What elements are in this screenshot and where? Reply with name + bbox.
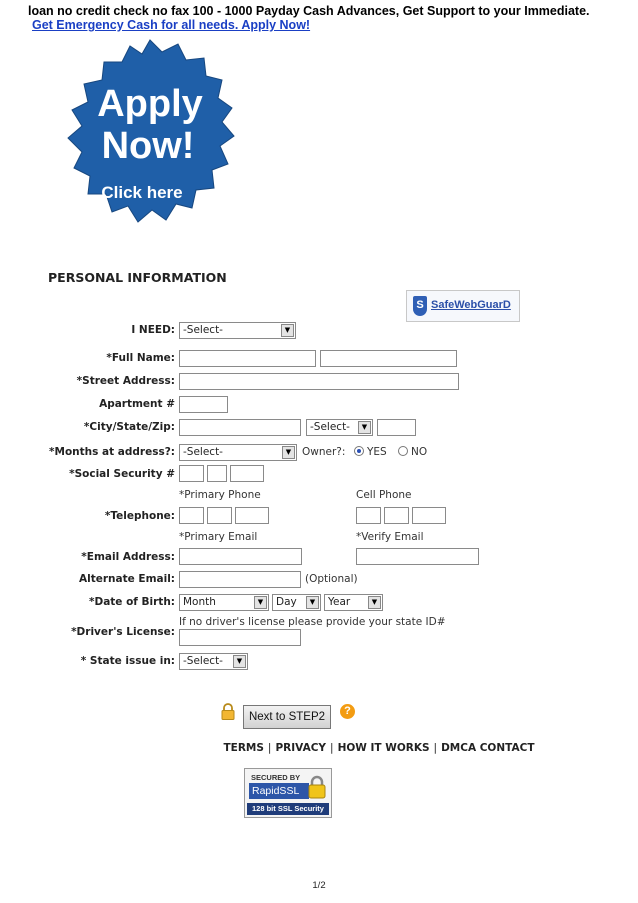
license-label: *Driver's License: — [71, 626, 175, 638]
apartment-field[interactable] — [179, 396, 228, 413]
dob-month-value: Month — [183, 596, 216, 608]
license-note: If no driver's license please provide your state ID# — [179, 616, 446, 628]
alt-email-label: Alternate Email: — [79, 573, 175, 585]
primary-phone-prefix-field[interactable] — [207, 507, 232, 524]
ssn-part2-field[interactable] — [207, 465, 227, 482]
footer-separator: | — [330, 742, 334, 754]
primary-email-label: *Primary Email — [179, 531, 258, 543]
cell-phone-prefix-field[interactable] — [384, 507, 409, 524]
city-field[interactable] — [179, 419, 301, 436]
months-select[interactable] — [179, 444, 297, 461]
owner-yes-radio[interactable] — [354, 446, 364, 456]
dob-year-value: Year — [328, 596, 351, 608]
help-icon[interactable]: ? — [340, 704, 355, 719]
primary-phone-label: *Primary Phone — [179, 489, 261, 501]
verify-email-label: *Verify Email — [356, 531, 424, 543]
ssn-label: *Social Security # — [69, 468, 175, 480]
privacy-link[interactable]: PRIVACY — [275, 742, 327, 754]
telephone-label: *Telephone: — [104, 510, 175, 522]
primary-phone-area-field[interactable] — [179, 507, 204, 524]
footer-separator: | — [433, 742, 438, 754]
alt-email-field[interactable] — [179, 571, 301, 588]
shield-icon: S — [413, 296, 427, 316]
page-number: 1/2 — [312, 880, 326, 891]
apply-now-link[interactable]: Get Emergency Cash for all needs. Apply Now! — [32, 18, 311, 32]
state-issue-label: * State issue in: — [80, 655, 175, 667]
apartment-label: Apartment # — [99, 398, 175, 410]
owner-label: Owner?: — [302, 446, 346, 458]
cell-phone-line-field[interactable] — [412, 507, 446, 524]
ssl-brand: RapidSSL — [249, 783, 309, 799]
chevron-down-icon: ▼ — [368, 596, 381, 609]
dob-day-value: Day — [276, 596, 297, 608]
chevron-down-icon: ▼ — [306, 596, 319, 609]
chevron-down-icon: ▼ — [254, 596, 267, 609]
months-label: *Months at address?: — [49, 446, 175, 458]
state-issue-select[interactable] — [179, 653, 248, 670]
license-field[interactable] — [179, 629, 301, 646]
dmca-contact-link[interactable]: DMCA CONTACT — [441, 742, 535, 754]
cell-phone-area-field[interactable] — [356, 507, 381, 524]
terms-link[interactable]: TERMS — [223, 742, 264, 754]
ssn-part3-field[interactable] — [230, 465, 264, 482]
first-name-field[interactable] — [179, 350, 316, 367]
months-select-value: -Select- — [183, 446, 223, 458]
state-select[interactable] — [306, 419, 373, 436]
zip-field[interactable] — [377, 419, 416, 436]
badge-line-now: Now! — [101, 125, 195, 167]
safewebguard-seal[interactable] — [406, 290, 520, 322]
primary-phone-line-field[interactable] — [235, 507, 269, 524]
email-label: *Email Address: — [81, 551, 175, 563]
i-need-label: I NEED: — [131, 324, 175, 336]
full-name-label: *Full Name: — [106, 352, 175, 364]
cell-phone-label: Cell Phone — [356, 489, 412, 501]
rapidssl-seal[interactable] — [244, 768, 332, 818]
page-header-title: loan no credit check no fax 100 - 1000 Payday Cash Advances, Get Support to your Immediate. — [28, 4, 590, 18]
next-step-button[interactable]: Next to STEP2 — [243, 705, 331, 729]
padlock-icon — [307, 775, 327, 799]
optional-note: (Optional) — [305, 573, 358, 585]
owner-no-label: NO — [411, 446, 428, 458]
dob-day-select[interactable] — [272, 594, 321, 611]
lock-icon — [220, 703, 236, 720]
state-select-value: -Select- — [310, 421, 350, 433]
dob-month-select[interactable] — [179, 594, 269, 611]
how-it-works-link[interactable]: HOW IT WORKS — [337, 742, 430, 754]
chevron-down-icon: ▼ — [282, 446, 295, 459]
city-state-zip-label: *City/State/Zip: — [83, 421, 175, 433]
chevron-down-icon: ▼ — [281, 324, 294, 337]
section-title: PERSONAL INFORMATION — [48, 270, 227, 285]
chevron-down-icon: ▼ — [233, 655, 246, 668]
last-name-field[interactable] — [320, 350, 457, 367]
badge-line-click: Click here — [101, 183, 183, 202]
i-need-select[interactable] — [179, 322, 296, 339]
owner-no-radio[interactable] — [398, 446, 408, 456]
i-need-select-value: -Select- — [183, 324, 223, 336]
street-address-field[interactable] — [179, 373, 459, 390]
email-field[interactable] — [179, 548, 302, 565]
apply-now-badge[interactable] — [60, 38, 240, 238]
footer-links — [0, 742, 638, 754]
safewebguard-label: SafeWebGuarD — [431, 299, 511, 311]
street-label: *Street Address: — [76, 375, 175, 387]
badge-line-apply: Apply — [97, 83, 203, 125]
chevron-down-icon: ▼ — [358, 421, 371, 434]
ssl-strength: 128 bit SSL Security — [247, 803, 329, 815]
ssn-part1-field[interactable] — [179, 465, 204, 482]
state-issue-value: -Select- — [183, 655, 223, 667]
footer-separator: | — [267, 742, 272, 754]
ssl-secured-by: SECURED BY — [251, 773, 301, 782]
verify-email-field[interactable] — [356, 548, 479, 565]
dob-year-select[interactable] — [324, 594, 383, 611]
owner-yes-label: YES — [367, 446, 387, 458]
dob-label: *Date of Birth: — [89, 596, 175, 608]
